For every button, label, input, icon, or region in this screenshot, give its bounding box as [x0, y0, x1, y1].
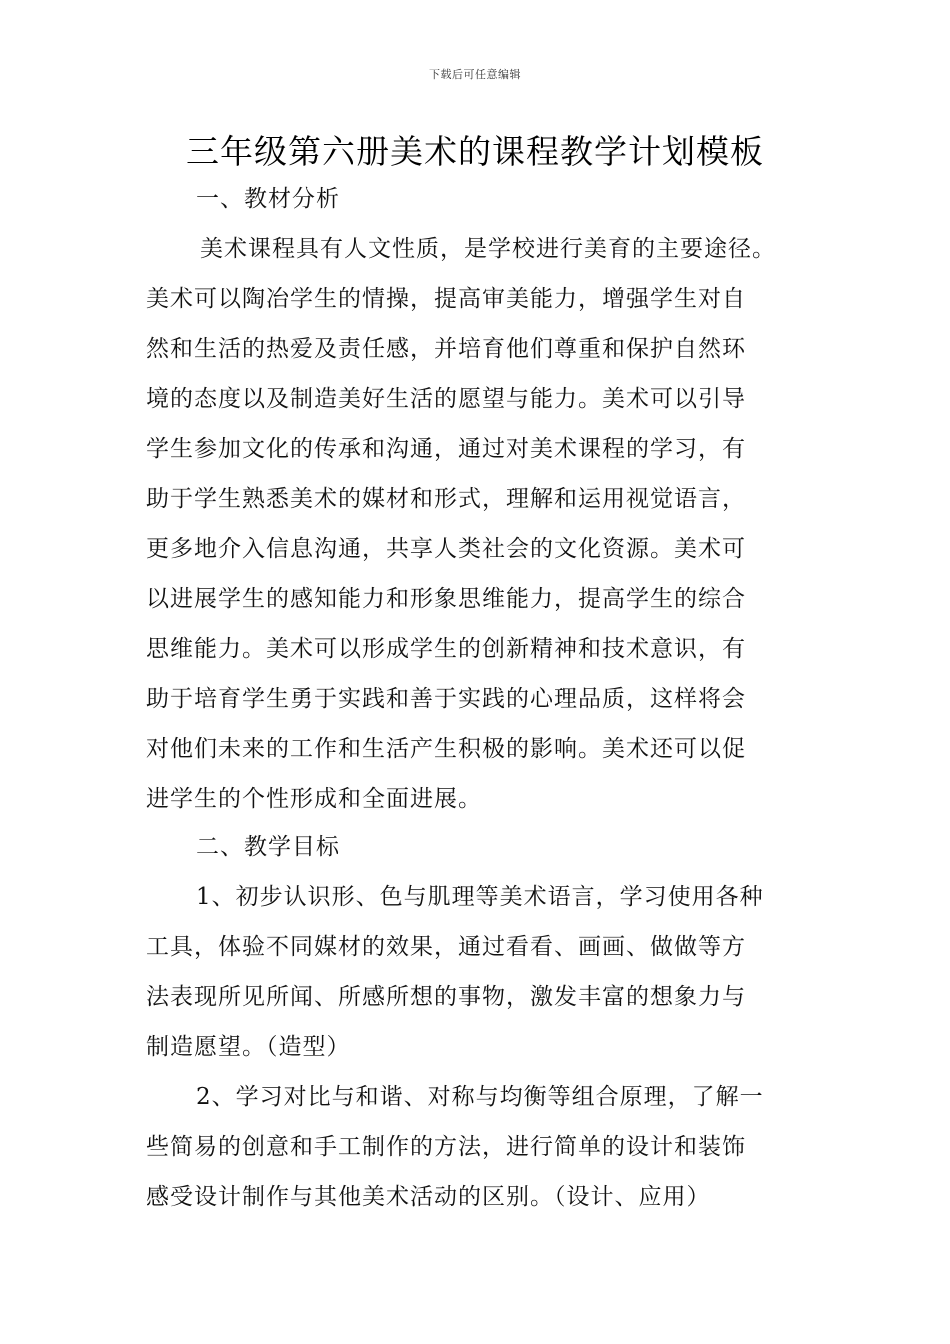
paragraph-line: 思维能力。美术可以形成学生的创新精神和技术意识，有	[146, 636, 746, 662]
paragraph-line: 学生参加文化的传承和沟通，通过对美术课程的学习，有	[146, 436, 746, 462]
paragraph-line: 然和生活的热爱及责任感，并培育他们尊重和保护自然环	[146, 336, 746, 362]
objective-line: 些简易的创意和手工制作的方法，进行简单的设计和装饰	[146, 1134, 746, 1160]
paragraph-line: 助于学生熟悉美术的媒材和形式，理解和运用视觉语言，	[146, 486, 746, 512]
paragraph-line: 境的态度以及制造美好生活的愿望与能力。美术可以引导	[146, 386, 746, 412]
paragraph-line: 更多地介入信息沟通，共享人类社会的文化资源。美术可	[146, 536, 746, 562]
header-note: 下载后可任意编辑	[429, 68, 521, 81]
paragraph-line: 以进展学生的感知能力和形象思维能力，提高学生的综合	[146, 586, 746, 612]
objective-line: 2、学习对比与和谐、对称与均衡等组合原理，了解一	[196, 1084, 764, 1110]
document-title: 三年级第六册美术的课程教学计划模板	[186, 132, 764, 171]
section-heading-objectives: 二、教学目标	[196, 834, 340, 860]
objective-line: 法表现所见所闻、所感所想的事物，激发丰富的想象力与	[146, 984, 746, 1010]
paragraph-line: 助于培育学生勇于实践和善于实践的心理品质，这样将会	[146, 686, 746, 712]
section-heading-materials: 一、教材分析	[196, 186, 340, 212]
objective-line: 工具，体验不同媒材的效果，通过看看、画画、做做等方	[146, 934, 746, 960]
paragraph-line: 对他们未来的工作和生活产生积极的影响。美术还可以促	[146, 736, 746, 762]
objective-line: 制造愿望。（造型）	[146, 1034, 351, 1060]
paragraph-line: 美术可以陶冶学生的情操，提高审美能力，增强学生对自	[146, 286, 746, 312]
objective-line: 1、初步认识形、色与肌理等美术语言，学习使用各种	[196, 884, 764, 910]
objective-line: 感受设计制作与其他美术活动的区别。（设计、应用）	[146, 1184, 711, 1210]
paragraph-line: 美术课程具有人文性质，是学校进行美育的主要途径。	[200, 236, 776, 262]
paragraph-line: 进学生的个性形成和全面进展。	[146, 786, 482, 812]
